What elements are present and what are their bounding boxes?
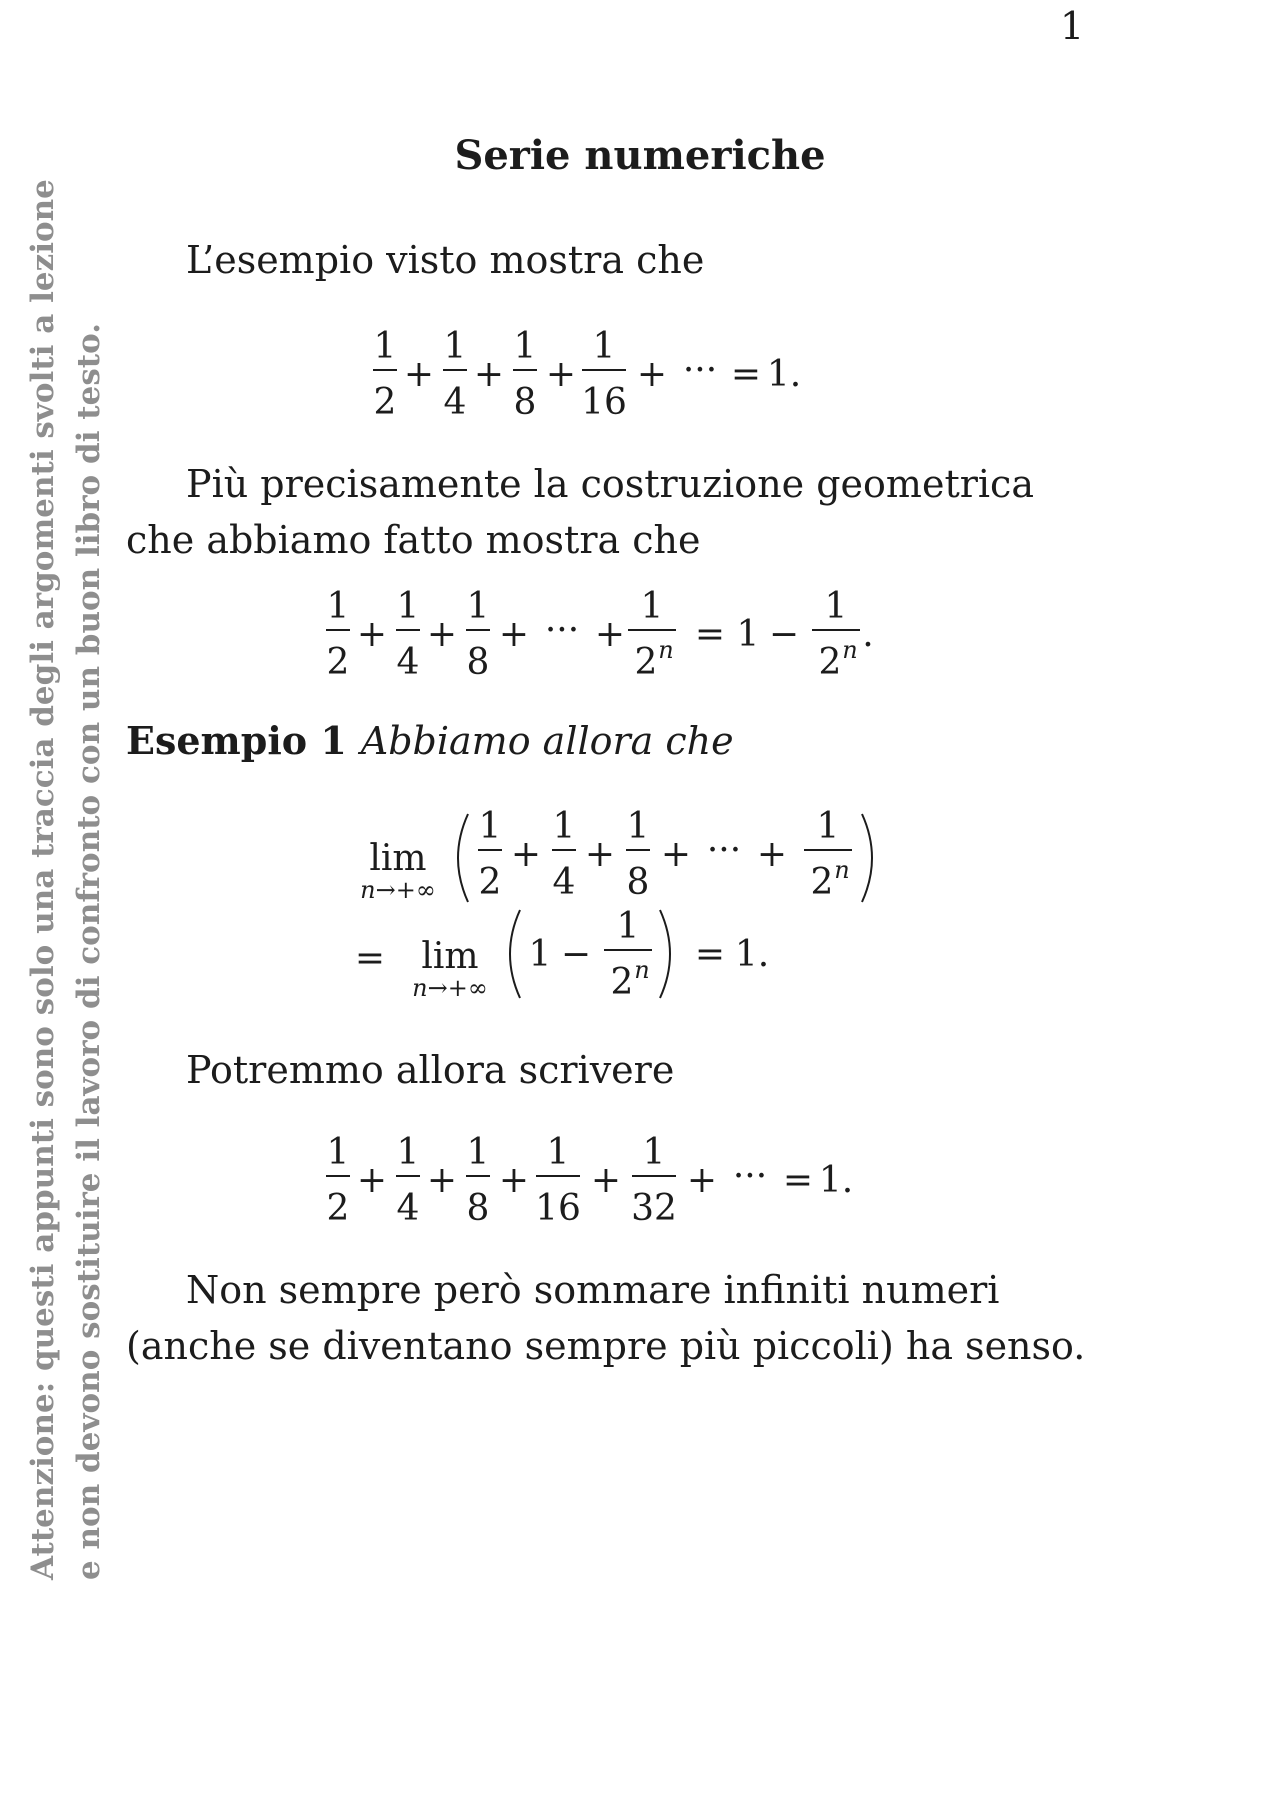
example-text: Abbiamo allora che [360,719,734,763]
svg-text:1: 1 [466,1132,490,1173]
page-title: Serie numeriche [454,132,826,179]
watermark-disclaimer [20,179,112,1580]
watermark-line-1: Attenzione: questi appunti sono solo una traccia degli argomenti svolti a lezione [25,179,61,1580]
svg-text:8: 8 [626,862,650,903]
svg-text:1: 1 [616,906,640,947]
svg-text:=: = [782,1160,814,1201]
svg-text:=: = [694,614,726,655]
svg-text:···: ··· [706,830,742,871]
svg-text:+: + [686,1160,718,1201]
svg-text:2: 2 [326,642,350,683]
svg-text:lim: lim [369,838,427,879]
svg-text:+: + [356,614,388,655]
svg-text:1.: 1. [766,354,802,395]
svg-text:1: 1 [396,1132,420,1173]
formula-geometric-sum-1 [370,318,870,428]
svg-text:16: 16 [535,1188,581,1229]
svg-text:1: 1 [478,806,502,847]
svg-text:1.: 1. [734,934,770,975]
svg-text:+: + [426,614,458,655]
svg-text:+: + [403,354,435,395]
svg-text:1: 1 [626,806,650,847]
svg-text:1: 1 [546,1132,570,1173]
svg-text:1: 1 [466,586,490,627]
svg-text:1: 1 [528,934,552,975]
closing-paragraph: Non sempre però sommare infiniti numeri (anche se diventano sempre più piccoli) ha senso. [126,1268,1086,1368]
write-paragraph: Potremmo allora scrivere [186,1048,675,1092]
svg-text:−: − [560,934,592,975]
svg-text:8: 8 [466,1188,490,1229]
svg-text:32: 32 [631,1188,677,1229]
svg-text:2: 2 [478,862,502,903]
svg-text:4: 4 [396,1188,420,1229]
svg-text:···: ··· [544,610,580,651]
svg-text:+: + [498,614,530,655]
svg-text:···: ··· [732,1156,768,1197]
svg-text:1: 1 [642,1132,666,1173]
svg-text:=: = [694,934,726,975]
svg-text:+: + [545,354,577,395]
svg-text:16: 16 [581,382,627,423]
svg-text:1: 1 [326,586,350,627]
svg-text:−: − [768,614,800,655]
formula-limit [340,798,980,1018]
svg-text:+: + [510,834,542,875]
svg-text:2: 2 [818,642,842,683]
svg-text:+: + [426,1160,458,1201]
svg-text:8: 8 [466,642,490,683]
svg-text:4: 4 [443,382,467,423]
svg-text:n: n [634,956,650,984]
svg-text:n→+∞: n→+∞ [360,876,436,904]
svg-text:1: 1 [640,586,664,627]
svg-text:+: + [473,354,505,395]
svg-text:+: + [584,834,616,875]
svg-text:1: 1 [396,586,420,627]
svg-text:+: + [636,354,668,395]
svg-text:1.: 1. [818,1160,854,1201]
svg-text:2: 2 [610,962,634,1003]
svg-text:4: 4 [396,642,420,683]
svg-text:n: n [842,636,858,664]
watermark-line-2: e non devono sostituire il lavoro di confronto con un buon libro di testo. [71,322,107,1580]
intro-paragraph: L’esempio visto mostra che [186,238,705,282]
svg-text:1: 1 [736,614,760,655]
svg-text:1: 1 [443,326,467,367]
svg-text:2: 2 [810,862,834,903]
example-heading [126,718,734,763]
svg-text:1: 1 [373,326,397,367]
svg-text:lim: lim [421,936,479,977]
svg-text:n→+∞: n→+∞ [412,974,488,1002]
svg-text:+: + [356,1160,388,1201]
svg-text:+: + [590,1160,622,1201]
svg-text:1: 1 [592,326,616,367]
svg-text:···: ··· [682,350,718,391]
svg-text:n: n [834,856,850,884]
svg-text:2: 2 [326,1188,350,1229]
page-number: 1 [1060,4,1085,48]
svg-text:n: n [658,636,674,664]
svg-text:=: = [730,354,762,395]
svg-text:2: 2 [373,382,397,423]
precise-paragraph: Più precisamente la costruzione geometrica che abbiamo fatto mostra che [126,462,1034,562]
svg-text:4: 4 [552,862,576,903]
svg-text:2: 2 [634,642,658,683]
svg-text:+: + [660,834,692,875]
example-label: Esempio 1 [126,718,347,763]
svg-text:+: + [498,1160,530,1201]
formula-partial-sum [316,578,936,688]
formula-geometric-sum-2 [316,1124,956,1234]
svg-text:+: + [594,614,626,655]
svg-text:1: 1 [513,326,537,367]
svg-text:1: 1 [326,1132,350,1173]
svg-text:+: + [756,834,788,875]
svg-text:1: 1 [824,586,848,627]
svg-text:=: = [354,938,386,979]
svg-text:8: 8 [513,382,537,423]
svg-text:1: 1 [552,806,576,847]
svg-text:.: . [862,614,874,655]
svg-text:1: 1 [816,806,840,847]
